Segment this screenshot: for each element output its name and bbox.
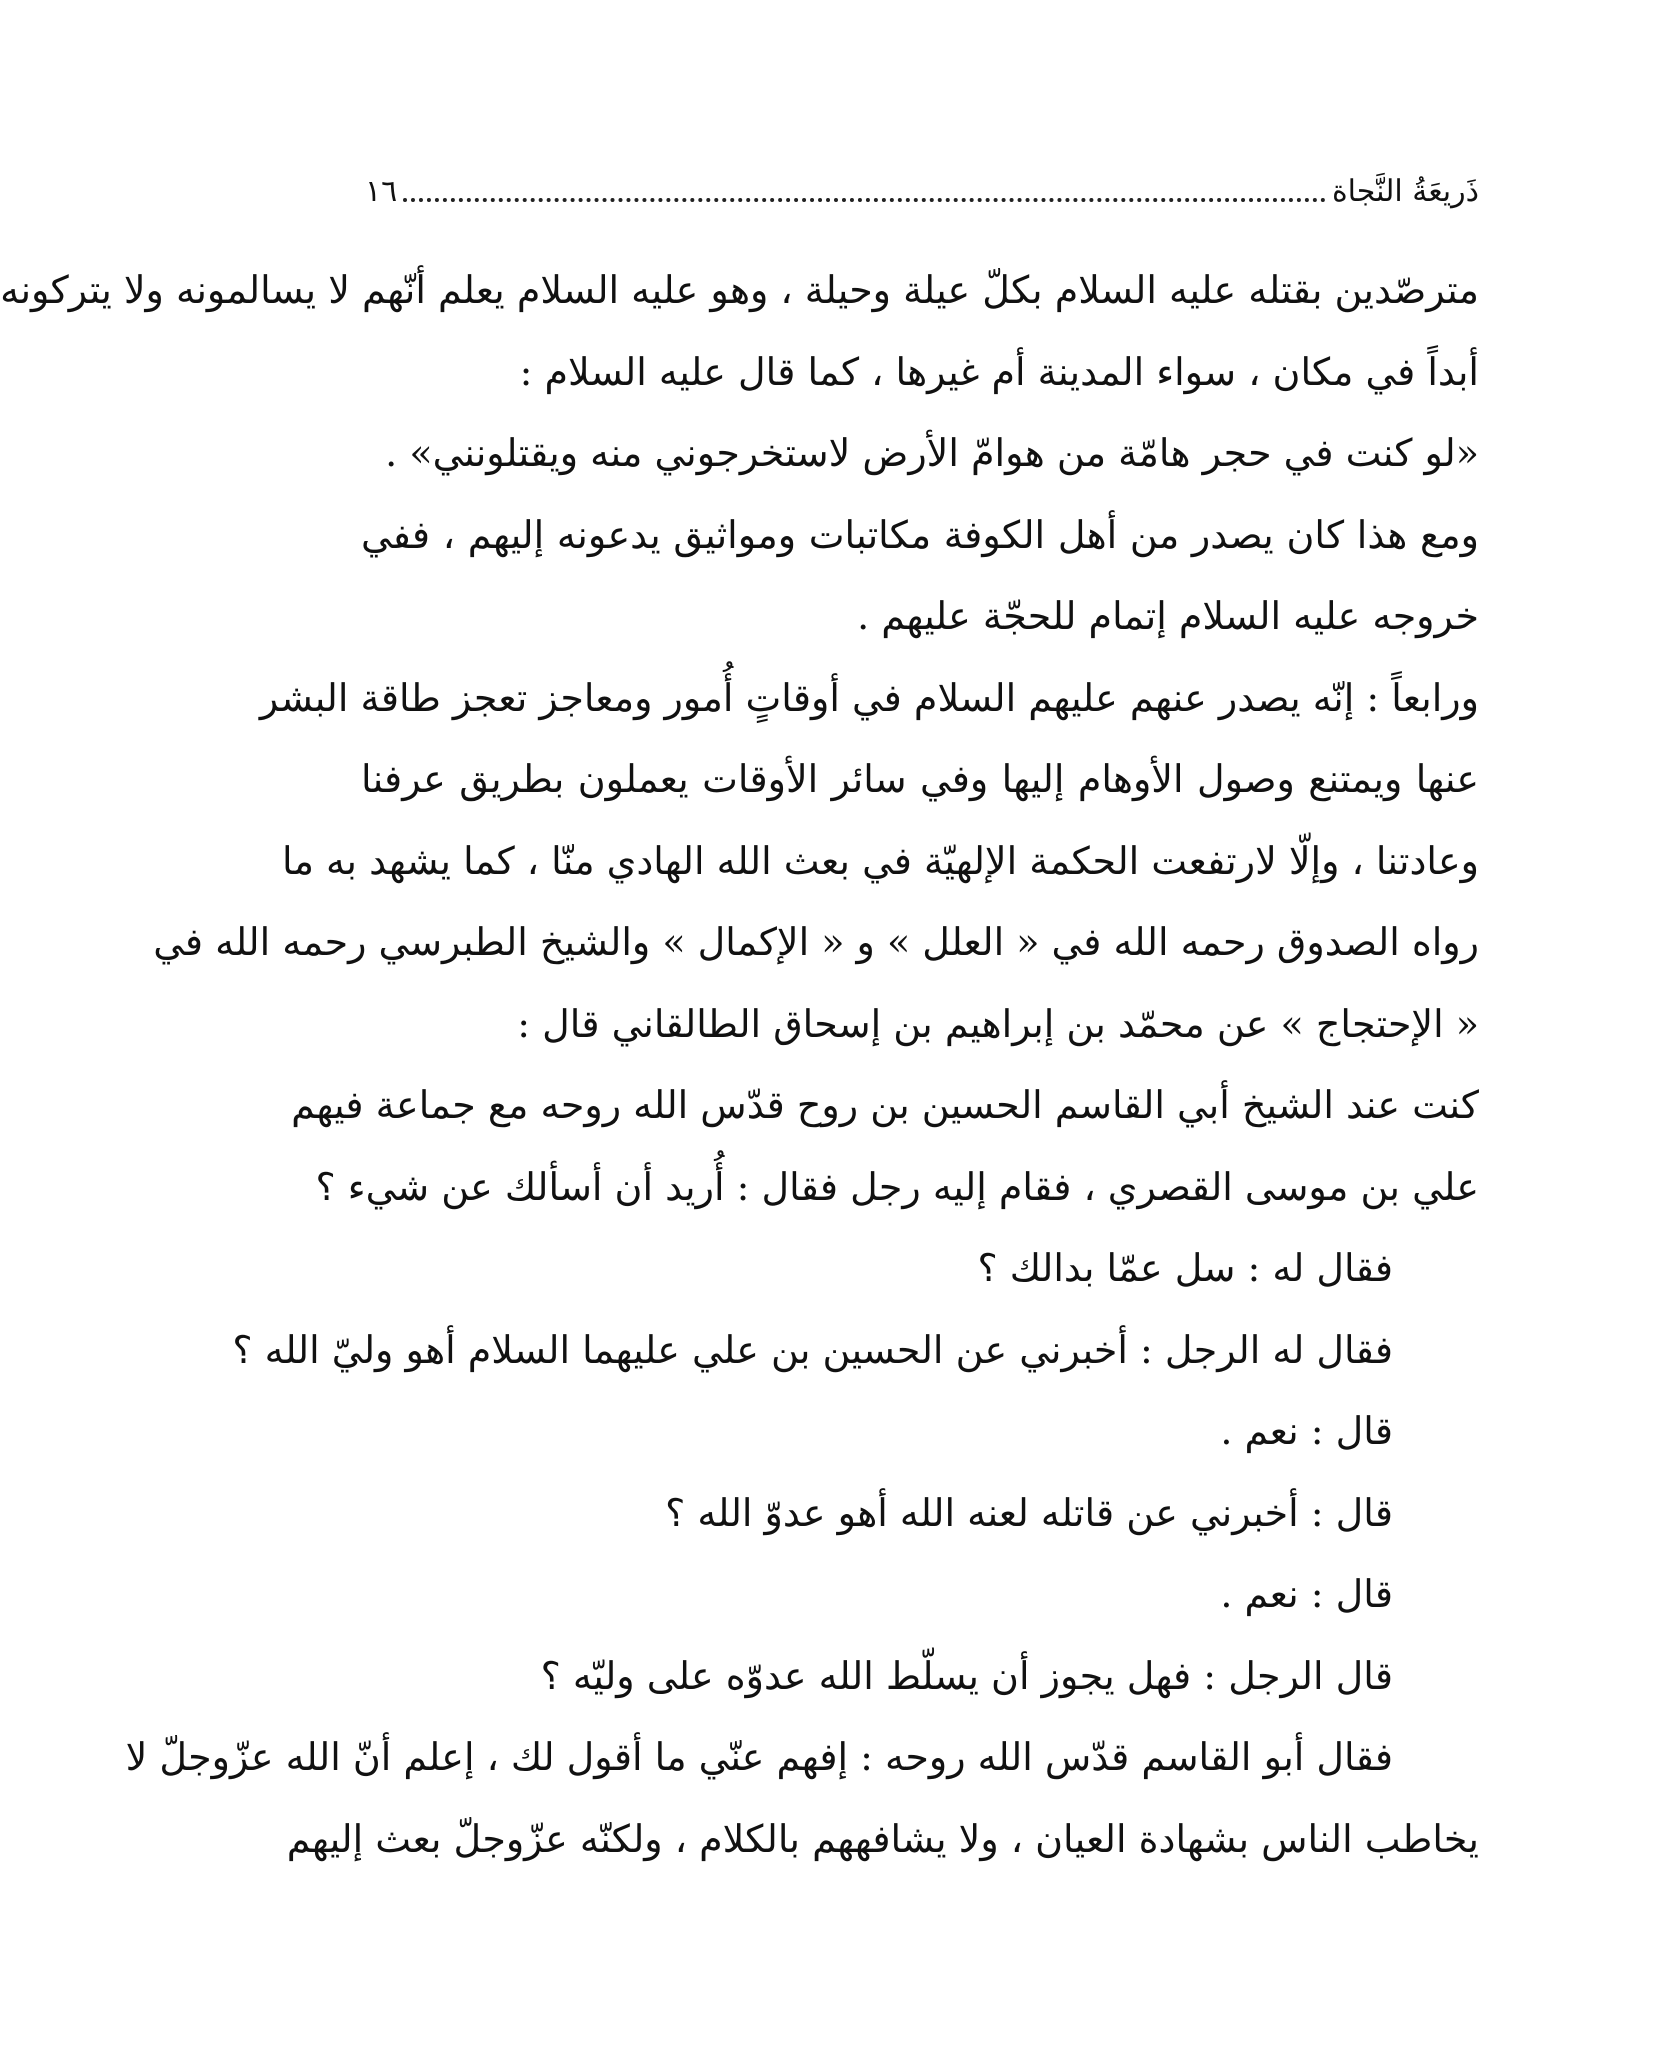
quote-line: «لو كنت في حجر هامّة من هوامّ الأرض لاستخرجوني منه ويقتلونني» . (385, 431, 1479, 475)
dialog-line: فقال له الرجل : أخبرني عن الحسين بن علي عليهما السلام أهو وليّ الله ؟ (232, 1327, 1393, 1372)
text-line: رواه الصدوق رحمه الله في « العلل » و « الإكمال » والشيخ الطبرسي رحمه الله في (153, 920, 1479, 964)
page-number: ١٦ (365, 174, 398, 209)
text-line: خروجه عليه السلام إتمام للحجّة عليهم . (857, 594, 1479, 638)
text-line: كنت عند الشيخ أبي القاسم الحسين بن روح قدّس الله روحه مع جماعة فيهم (291, 1083, 1479, 1127)
text-line: فقال أبو القاسم قدّس الله روحه : إفهم عنّي ما أقول لك ، إعلم أنّ الله عزّوجلّ لا (125, 1735, 1393, 1779)
text-line: ومع هذا كان يصدر من أهل الكوفة مكاتبات ومواثيق يدعونه إليهم ، ففي (361, 512, 1479, 557)
dialog-line: فقال له : سل عمّا بدالك ؟ (977, 1246, 1393, 1290)
text-line: وعادتنا ، وإلّا لارتفعت الحكمة الإلهيّة في بعث الله الهادي منّا ، كما يشهد به ما (282, 838, 1479, 883)
page-body (0, 250, 1479, 1880)
text-line: يخاطب الناس بشهادة العيان ، ولا يشافههم بالكلام ، ولكنّه عزّوجلّ بعث إليهم (286, 1816, 1479, 1861)
dialog-line: قال : نعم . (1220, 1572, 1393, 1616)
text-line: « الإحتجاج » عن محمّد بن إبراهيم بن إسحاق الطالقاني قال : (517, 1001, 1479, 1046)
dialog-line: قال : أخبرني عن قاتله لعنه الله أهو عدوّ الله ؟ (665, 1490, 1393, 1535)
text-line: مترصّدين بقتله عليه السلام بكلّ عيلة وحيلة ، وهو عليه السلام يعلم أنّهم لا يسالمونه ولا يتركونه (0, 268, 1479, 312)
running-header (361, 168, 1479, 212)
text-line: ورابعاً : إنّه يصدر عنهم عليهم السلام في أوقاتٍ أُمور ومعاجز تعجز طاقة البشر (259, 675, 1479, 720)
leader-dots (403, 198, 1326, 202)
dialog-line: قال الرجل : فهل يجوز أن يسلّط الله عدوّه على وليّه ؟ (540, 1653, 1393, 1698)
text-line: علي بن موسى القصري ، فقام إليه رجل فقال : أُريد أن أسألك عن شيء ؟ (315, 1164, 1479, 1209)
running-title: ذَريعَةُ النَّجاة (1331, 174, 1479, 209)
text-line: عنها ويمتنع وصول الأوهام إليها وفي سائر الأوقات يعملون بطريق عرفنا (361, 757, 1479, 801)
dialog-line: قال : نعم . (1220, 1409, 1393, 1453)
text-line: أبداً في مكان ، سواء المدينة أم غيرها ، كما قال عليه السلام : (519, 349, 1479, 394)
